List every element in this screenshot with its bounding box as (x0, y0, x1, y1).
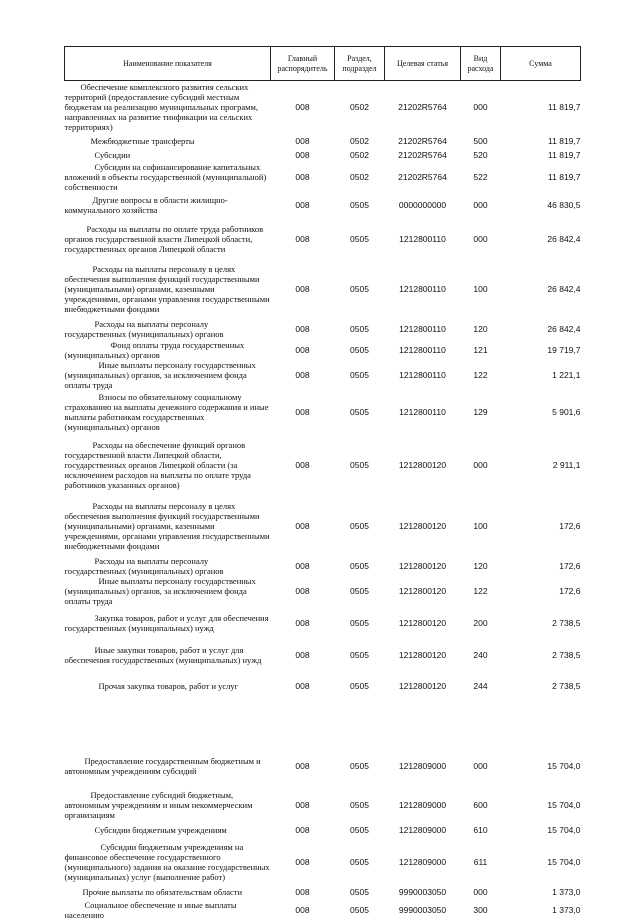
row-target: 1212800120 (398, 617, 447, 628)
row-target: 21202R5764 (398, 135, 447, 146)
row-target: 1212800120 (398, 520, 447, 531)
row-target: 1212800110 (399, 233, 446, 244)
row-amount: 15 704,0 (547, 760, 581, 771)
row-section: 0505 (350, 283, 369, 294)
row-section: 0505 (350, 520, 369, 531)
row-amount: 26 842,4 (547, 323, 581, 334)
row-section: 0505 (350, 617, 369, 628)
row-section: 0505 (350, 760, 369, 771)
row-target: 1212800120 (398, 649, 447, 660)
row-section: 0502 (350, 149, 369, 160)
row-name: Иные выплаты персоналу государственных (муниципальных) органов, за исключением фонда оплаты труда (64, 359, 256, 390)
row-name: Расходы на выплаты персоналу в целях обеспечения выполнения функций государственными (муниципальными) органами, казенными учреждениями, органами управления государственными внебюджетными фондами (64, 263, 270, 314)
row-target: 1212809000 (398, 799, 447, 810)
row-type: 000 (473, 102, 488, 113)
row-target: 1212809000 (398, 856, 447, 867)
table-row (65, 900, 581, 920)
row-admin: 008 (295, 323, 310, 334)
row-amount: 172,6 (559, 520, 581, 531)
row-amount: 172,6 (559, 585, 581, 596)
row-name: Субсидии бюджетным учреждениям на финансовое обеспечение государственного (муниципального) задания на оказание государственных (муниципальных) услуг (выполнение работ) (64, 841, 270, 882)
row-type: 240 (473, 649, 488, 660)
header-main-admin: Главный распорядитель (271, 47, 335, 81)
row-admin: 008 (295, 760, 310, 771)
row-amount: 2 738,5 (552, 680, 581, 691)
row-name: Межбюджетные трансферты (90, 135, 195, 146)
row-type: 600 (473, 799, 488, 810)
row-section: 0505 (350, 649, 369, 660)
row-name: Субсидии на софинансирование капитальных вложений в объекты государственной (муниципальной) собственности (64, 161, 267, 192)
table-row (65, 260, 581, 318)
row-name: Закупка товаров, работ и услуг для обеспечения государственных (муниципальных) нужд (64, 612, 269, 633)
row-admin: 008 (295, 799, 310, 810)
header-amount: Сумма (501, 47, 581, 81)
row-type: 120 (473, 560, 488, 571)
header-target-item: Целевая статья (385, 47, 461, 81)
row-name: Расходы на выплаты персоналу государственных (муниципальных) органов (64, 318, 224, 339)
row-name: Расходы на выплаты по оплате труда работников органов государственной власти Липецкой области, государственных органов Липецкой области (64, 223, 264, 254)
row-amount: 15 704,0 (547, 824, 581, 835)
row-type: 000 (473, 760, 488, 771)
table-row (65, 318, 581, 340)
row-section: 0505 (350, 886, 369, 897)
table-row (65, 790, 581, 820)
row-admin: 008 (295, 344, 310, 355)
row-target: 1212800120 (398, 459, 447, 470)
row-amount: 15 704,0 (547, 799, 581, 810)
table-row (65, 576, 581, 606)
row-type: 610 (473, 824, 488, 835)
table-row (65, 134, 581, 148)
row-type: 122 (473, 585, 488, 596)
table-row (65, 148, 581, 162)
row-amount: 46 830,5 (547, 199, 581, 210)
row-target: 1212809000 (398, 760, 447, 771)
row-name: Социальное обеспечение и иные выплаты населению (64, 899, 237, 920)
row-target: 9990003050 (398, 904, 447, 915)
row-name: Субсидии бюджетным учреждениям (94, 824, 227, 835)
row-section: 0505 (350, 406, 369, 417)
row-type: 100 (473, 520, 488, 531)
table-row (65, 340, 581, 360)
row-type: 200 (473, 617, 488, 628)
table-row (65, 496, 581, 556)
row-type: 300 (473, 904, 488, 915)
row-admin: 008 (295, 406, 310, 417)
table-row (65, 840, 581, 884)
row-admin: 008 (295, 102, 310, 113)
row-target: 0000000000 (398, 199, 447, 210)
row-amount: 26 842,4 (547, 233, 581, 244)
row-target: 21202R5764 (398, 102, 447, 113)
budget-table (64, 46, 581, 920)
row-admin: 008 (295, 680, 310, 691)
row-name: Обеспечение комплексного развития сельских территорий (предоставление субсидий местным бюджетам на реализацию муниципальных программ, направленных на развитие тинфикации на сельских территориях) (64, 82, 259, 133)
row-section: 0502 (350, 102, 369, 113)
row-target: 1212809000 (398, 824, 447, 835)
row-type: 500 (473, 135, 488, 146)
row-admin: 008 (295, 171, 310, 182)
row-admin: 008 (295, 283, 310, 294)
row-admin: 008 (295, 459, 310, 470)
row-amount: 1 221,1 (552, 369, 581, 380)
row-admin: 008 (295, 585, 310, 596)
row-name: Фонд оплаты труда государственных (муниципальных) органов (64, 339, 245, 360)
row-name: Расходы на выплаты персоналу в целях обеспечения выполнения функций государственными (муниципальными) органами, казенными учреждениями, органами управления государственными внебюджетными фондами (64, 500, 270, 551)
row-type: 121 (473, 344, 488, 355)
row-admin: 008 (295, 886, 310, 897)
header-name: Наименование показателя (65, 47, 271, 81)
row-target: 1212800110 (399, 283, 446, 294)
row-admin: 008 (295, 149, 310, 160)
row-target: 1212800120 (398, 560, 447, 571)
row-amount: 1 373,0 (552, 904, 581, 915)
row-name: Расходы на выплаты персоналу государственных (муниципальных) органов (64, 555, 224, 576)
row-target: 1212800110 (399, 344, 446, 355)
row-type: 000 (473, 459, 488, 470)
row-target: 21202R5764 (398, 171, 447, 182)
table-row (65, 640, 581, 670)
row-name: Иные закупки товаров, работ и услуг для обеспечения государственных (муниципальных) нужд (64, 644, 262, 665)
header-expense-type: Вид расхода (461, 47, 501, 81)
spacer-row (65, 702, 581, 742)
row-admin: 008 (295, 649, 310, 660)
row-amount: 1 373,0 (552, 886, 581, 897)
row-section: 0505 (350, 904, 369, 915)
row-target: 9990003050 (398, 886, 447, 897)
row-name: Другие вопросы в области жилищно-коммунального хозяйства (64, 194, 228, 215)
row-type: 100 (473, 283, 488, 294)
table-header-row (65, 47, 581, 81)
row-admin: 008 (295, 369, 310, 380)
table-row (65, 218, 581, 260)
row-target: 1212800120 (398, 680, 447, 691)
row-name: Иные выплаты персоналу государственных (муниципальных) органов, за исключением фонда оплаты труда (64, 575, 256, 606)
row-section: 0505 (350, 233, 369, 244)
table-row (65, 81, 581, 134)
row-type: 520 (473, 149, 488, 160)
row-amount: 11 819,7 (548, 102, 581, 113)
header-section: Раздел, подраздел (335, 47, 385, 81)
row-section: 0505 (350, 585, 369, 596)
row-admin: 008 (295, 199, 310, 210)
row-name: Прочая закупка товаров, работ и услуг (98, 680, 239, 691)
table-row (65, 192, 581, 218)
row-amount: 2 911,1 (552, 459, 581, 470)
row-admin: 008 (295, 520, 310, 531)
row-section: 0502 (350, 135, 369, 146)
row-type: 244 (473, 680, 488, 691)
table-row (65, 390, 581, 434)
row-admin: 008 (295, 617, 310, 628)
row-target: 1212800120 (398, 585, 447, 596)
table-row (65, 434, 581, 496)
row-amount: 15 704,0 (547, 856, 581, 867)
table-row (65, 606, 581, 640)
row-admin: 008 (295, 824, 310, 835)
table-row (65, 820, 581, 840)
row-admin: 008 (295, 135, 310, 146)
row-type: 000 (473, 886, 488, 897)
row-amount: 19 719,7 (547, 344, 581, 355)
row-name: Предоставление субсидий бюджетным, автономным учреждениям и иным некоммерческим организациям (64, 789, 253, 820)
row-section: 0505 (350, 199, 369, 210)
row-section: 0505 (350, 344, 369, 355)
table-row (65, 556, 581, 576)
row-section: 0502 (350, 171, 369, 182)
row-section: 0505 (350, 824, 369, 835)
row-name: Предоставление государственным бюджетным и автономным учреждениям субсидий (64, 755, 261, 776)
row-amount: 26 842,4 (547, 283, 581, 294)
row-type: 522 (473, 171, 488, 182)
row-amount: 11 819,7 (548, 171, 581, 182)
row-type: 129 (473, 406, 488, 417)
table-row (65, 884, 581, 900)
row-admin: 008 (295, 233, 310, 244)
table-row (65, 162, 581, 192)
table-row (65, 360, 581, 390)
row-target: 1212800110 (399, 406, 446, 417)
row-amount: 172,6 (559, 560, 581, 571)
row-type: 611 (473, 856, 488, 867)
row-admin: 008 (295, 904, 310, 915)
row-name: Взносы по обязательному социальному страхованию на выплаты денежного содержания и иные выплаты работникам государственных (муниципальных) органов (64, 391, 269, 432)
row-section: 0505 (350, 856, 369, 867)
table-row (65, 742, 581, 790)
row-target: 1212800110 (399, 369, 446, 380)
row-name: Субсидии (94, 149, 131, 160)
row-type: 000 (473, 233, 488, 244)
row-type: 122 (473, 369, 488, 380)
row-section: 0505 (350, 680, 369, 691)
table-row (65, 670, 581, 702)
row-name: Прочие выплаты по обязательствам области (82, 886, 243, 897)
row-section: 0505 (350, 560, 369, 571)
row-amount: 2 738,5 (552, 649, 581, 660)
row-target: 21202R5764 (398, 149, 447, 160)
row-amount: 5 901,6 (552, 406, 581, 417)
row-admin: 008 (295, 560, 310, 571)
row-section: 0505 (350, 323, 369, 334)
row-section: 0505 (350, 459, 369, 470)
row-amount: 2 738,5 (552, 617, 581, 628)
row-target: 1212800110 (399, 323, 446, 334)
row-type: 120 (473, 323, 488, 334)
row-amount: 11 819,7 (548, 149, 581, 160)
row-section: 0505 (350, 799, 369, 810)
row-amount: 11 819,7 (548, 135, 581, 146)
row-section: 0505 (350, 369, 369, 380)
row-type: 000 (473, 199, 488, 210)
row-name: Расходы на обеспечение функций органов государственной власти Липецкой области, государственных органов Липецкой области (за исключением расходов на выплаты по оплате труда работников указанных органов) (64, 439, 251, 490)
row-admin: 008 (295, 856, 310, 867)
